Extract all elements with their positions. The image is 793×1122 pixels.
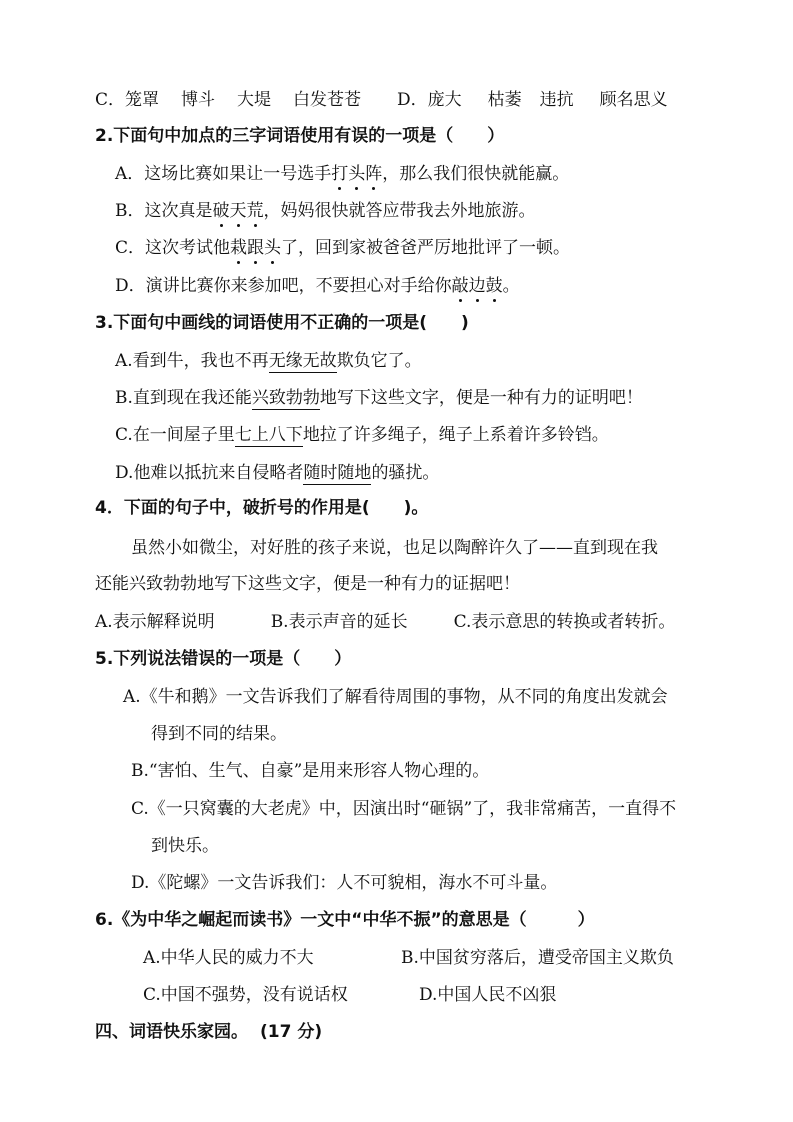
q1-option-line (95, 88, 733, 112)
dotted-char: 敲 (451, 276, 469, 296)
option-label: B. (115, 388, 133, 408)
option-label: C． (115, 238, 146, 258)
underlined-phrase: 兴致勃勃 (251, 388, 320, 408)
dotted-char: 打 (331, 164, 349, 184)
q5-option-b: B.“害怕、生气、自豪”是用来形容人物心理的。 (131, 761, 490, 781)
q1-c-word: 博斗 (181, 90, 216, 110)
q4-option-b: B.表示声音的延长 (270, 612, 408, 632)
q3-option-a (115, 349, 733, 373)
q2-option-a (115, 162, 733, 186)
q6-option-b: B.中国贫穷落后，遭受帝国主义欺负 (401, 948, 674, 968)
q5-title: 5.下列说法错误的一项是（ ） (95, 649, 352, 669)
dotted-char: 头 (264, 238, 282, 258)
underlined-phrase: 七上八下 (234, 425, 303, 445)
option-text: 这场比赛如果让一号选手 (144, 164, 332, 184)
option-text: 地拉了许多绳子，绳子上系着许多铃铛。 (302, 425, 609, 445)
section-4-points: (17 分) (260, 1022, 323, 1042)
q1-c-word: 笼罩 (125, 90, 160, 110)
option-text: 他难以抵抗来自侵略者 (133, 463, 304, 483)
q1-c-label: C． (95, 90, 126, 110)
q3-title: 3.下面句中画线的词语使用不正确的一项是( ) (95, 313, 469, 333)
option-label: D. (115, 463, 134, 483)
q3-option-d (115, 461, 733, 485)
option-label: D． (115, 276, 146, 296)
dotted-char: 破 (212, 201, 230, 221)
q1-c-word: 大堤 (237, 90, 272, 110)
option-text: ，妈妈很快就答应带我去外地旅游。 (263, 201, 536, 221)
dotted-char: 荒 (246, 201, 264, 221)
option-text: 演讲比赛你来参加吧，不要担心对手给你 (145, 276, 452, 296)
q4-option-c: C.表示意思的转换或者转折。 (453, 612, 676, 632)
option-label: B． (115, 201, 145, 221)
option-text: 。 (502, 276, 520, 296)
dotted-char: 跟 (247, 238, 265, 258)
q5-option-c-cont: 到快乐。 (151, 836, 219, 856)
q1-d-word: 枯萎 (487, 90, 522, 110)
section-4-heading (95, 1020, 733, 1044)
dotted-char: 阵 (365, 164, 383, 184)
q6-option-c: C.中国不强势，没有说话权 (143, 985, 348, 1005)
q2-option-d (115, 274, 733, 298)
section-4-title: 四、词语快乐家园。 (95, 1022, 248, 1042)
q5-option-d: D.《陀螺》一文告诉我们：人不可貌相，海水不可斗量。 (131, 873, 558, 893)
q5-option-a-cont: 得到不同的结果。 (151, 724, 287, 744)
option-text: 这次真是 (144, 201, 213, 221)
option-text: ，那么我们很快就能赢。 (382, 164, 570, 184)
q1-c-word: 白发苍苍 (293, 90, 362, 110)
q1-d-label: D． (397, 90, 428, 110)
q3-option-c (115, 423, 733, 447)
q6-option-d: D.中国人民不凶狠 (419, 985, 557, 1005)
underlined-phrase: 随时随地 (303, 463, 372, 483)
option-text: 的骚扰。 (371, 463, 440, 483)
dotted-char: 边 (468, 276, 486, 296)
q2-option-b (115, 199, 733, 223)
option-text: 欺负它了。 (336, 351, 422, 371)
dotted-char: 栽 (230, 238, 248, 258)
q4-passage-line: 还能兴致勃勃地写下这些文字，便是一种有力的证据吧！ (95, 574, 520, 594)
option-label: A． (115, 164, 145, 184)
q4-options (95, 610, 733, 634)
dotted-char: 头 (348, 164, 366, 184)
option-text: 在一间屋子里 (132, 425, 235, 445)
q5-option-a: A.《牛和鹅》一文告诉我们了解看待周围的事物，从不同的角度出发就会 (123, 687, 668, 707)
option-label: A. (115, 351, 133, 371)
dotted-char: 天 (229, 201, 247, 221)
q4-title: 4．下面的句子中，破折号的作用是( )。 (95, 498, 429, 518)
q5-option-c: C.《一只窝囊的大老虎》中，因演出时“砸锅”了，我非常痛苦，一直得不 (131, 799, 677, 819)
q1-d-word: 庞大 (427, 90, 462, 110)
q1-d-word: 顾名思义 (599, 90, 668, 110)
q4-passage-line: 虽然小如微尘，对好胜的孩子来说，也足以陶醉许久了——直到现在我 (131, 538, 658, 558)
q6-option-a: A.中华人民的威力不大 (143, 948, 314, 968)
option-text: 直到现在我还能 (132, 388, 252, 408)
q4-option-a: A.表示解释说明 (95, 612, 215, 632)
option-text: 这次考试他 (145, 238, 231, 258)
q6-title: 6.《为中华之崛起而读书》一文中“中华不振”的意思是（ ） (95, 910, 595, 930)
option-label: C. (115, 425, 133, 445)
underlined-phrase: 无缘无故 (268, 351, 337, 371)
option-text: 了，回到家被爸爸严厉地批评了一顿。 (281, 238, 571, 258)
q3-option-b (115, 386, 733, 410)
option-text: 看到牛，我也不再 (132, 351, 269, 371)
dotted-char: 鼓 (485, 276, 503, 296)
q1-d-word: 违抗 (539, 90, 574, 110)
option-text: 地写下这些文字，便是一种有力的证明吧！ (319, 388, 643, 408)
q2-option-c (115, 236, 733, 260)
q2-title: 2.下面句中加点的三字词语使用有误的一项是（ ） (95, 126, 505, 146)
